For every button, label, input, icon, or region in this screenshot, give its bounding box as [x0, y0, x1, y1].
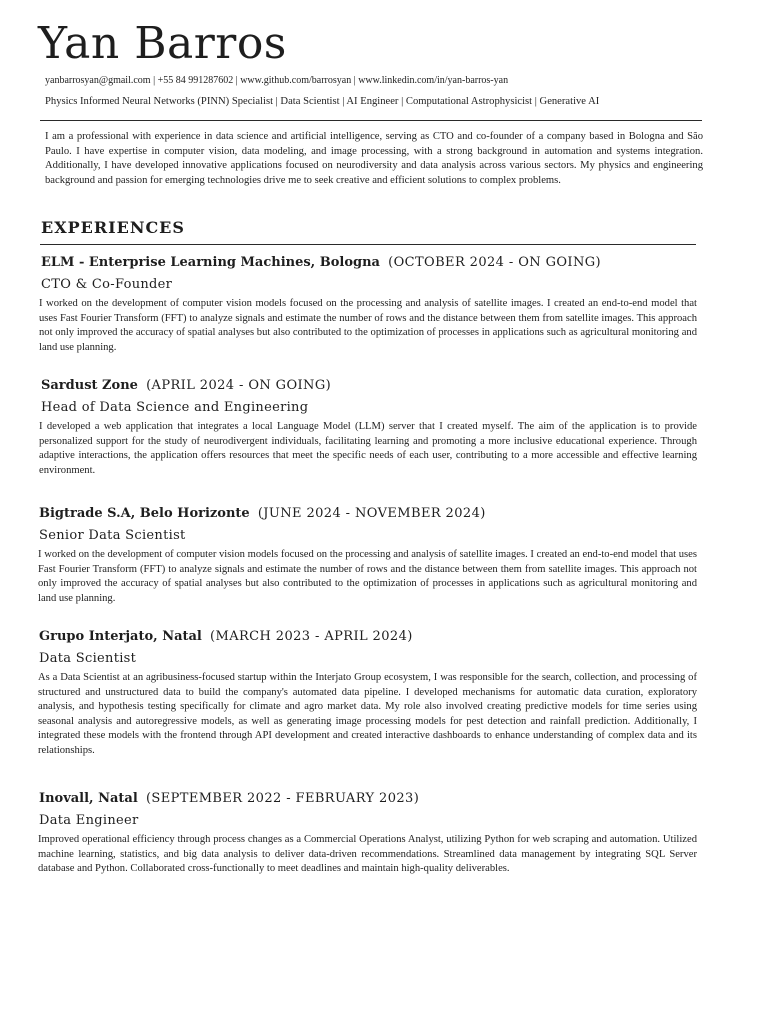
job-title: Head of Data Science and Engineering	[41, 400, 309, 415]
experience-header	[41, 254, 701, 272]
job-description: As a Data Scientist at an agribusiness-focused startup within the Interjato Group ecosystem, I was responsible for the search, collection, and processing of structured and unstructured data to build the company's automated data pipeline. I developed mechanisms for automatic data curation, exploratory analysis, and hypothesis testing specifically for climate and agro market data. My role also involved creating predictive models for time series using seasonal analysis and autoregressive models, as well as generating image processing models for pest detection and rainfall prediction. Additionally, I integrated these models with the frontend through API development and created interactive dashboards to enhance understanding of complex data and its relationships.	[38, 672, 697, 756]
experience-entry	[39, 628, 699, 759]
company-name: Sardust Zone	[41, 378, 138, 393]
company-name: Grupo Interjato, Natal	[39, 629, 202, 644]
job-title: CTO & Co-Founder	[41, 277, 173, 292]
professional-headline: Physics Informed Neural Networks (PINN) Specialist | Data Scientist | AI Engineer | Computational Astrophysicist | Generative AI	[45, 96, 600, 107]
job-description: I worked on the development of computer vision models focused on the processing and analysis of satellite images. I created an end-to-end model that uses Fast Fourier Transform (FFT) to analyze signals and estimate the number of rows and the distance between them from satellite images. This approach not only improved the accuracy of spatial analyses but also contributed to the optimization of processes in applications such as agricultural monitoring and land use planning.	[38, 549, 697, 604]
contact-line: yanbarrosyan@gmail.com | +55 84 991287602 | www.github.com/barrosyan | www.linkedin.com/in/yan-barros-yan	[45, 75, 509, 86]
experiences-section-title: EXPERIENCES	[41, 218, 185, 237]
company-name: ELM - Enterprise Learning Machines, Bologna	[41, 255, 380, 270]
company-name: Inovall, Natal	[39, 791, 138, 806]
experience-header	[39, 505, 699, 523]
experience-entry	[41, 377, 701, 478]
experience-header	[41, 377, 701, 395]
experience-entry	[39, 505, 699, 606]
job-description: Improved operational efficiency through process changes as a Commercial Operations Analyst, utilizing Python for web scraping and automation. Utilized machine learning, statistics, and big data analysis to deliver data-driven recommendations. Streamlined data management by integrating SQL Server database and Python. Collaborated cross-functionally to meet deadlines and maintain high-quality deliverables.	[38, 834, 697, 875]
experience-entry	[41, 254, 701, 355]
experience-entry	[39, 790, 699, 877]
employment-period: (MARCH 2023 - APRIL 2024)	[210, 629, 413, 644]
experience-header	[39, 790, 699, 808]
header-divider	[40, 120, 702, 121]
job-title: Data Scientist	[39, 651, 137, 666]
profile-summary: I am a professional with experience in data science and artificial intelligence, serving as CTO and co-founder of a company based in Bologna and São Paulo. I have expertise in computer vision, data modeling, and image processing, with a strong background in automation and systems integration. Additionally, I have developed innovative applications focused on neurodiversity and data analysis across various sectors. My physics and engineering background and passion for emerging technologies drive me to seek creative and efficient solutions to complex problems.	[45, 131, 703, 186]
employment-period: (OCTOBER 2024 - ON GOING)	[388, 255, 601, 270]
candidate-name: Yan Barros	[38, 18, 287, 69]
employment-period: (APRIL 2024 - ON GOING)	[146, 378, 332, 393]
job-title: Senior Data Scientist	[39, 528, 186, 543]
job-description: I developed a web application that integrates a local Language Model (LLM) server that I created myself. The aim of the application is to provide personalized support for the study of neurodivergent individuals, facilitating learning and promoting a more inclusive educational experience. Through adaptive interactions, the application offers resources that meet the specific needs of each user, contributing to a more accessible and effective learning environment.	[39, 421, 697, 476]
job-title: Data Engineer	[39, 813, 139, 828]
company-name: Bigtrade S.A, Belo Horizonte	[39, 506, 250, 521]
section-divider	[40, 244, 696, 245]
experience-header	[39, 628, 699, 646]
employment-period: (JUNE 2024 - NOVEMBER 2024)	[257, 506, 486, 521]
employment-period: (SEPTEMBER 2022 - FEBRUARY 2023)	[145, 791, 420, 806]
job-description: I worked on the development of computer vision models focused on the processing and analysis of satellite images. I created an end-to-end model that uses Fast Fourier Transform (FFT) to analyze signals and estimate the number of rows and the distance between them from satellite images. This approach not only improved the accuracy of spatial analyses but also contributed to the optimization of processes in applications such as agricultural monitoring and land use planning.	[39, 298, 697, 353]
